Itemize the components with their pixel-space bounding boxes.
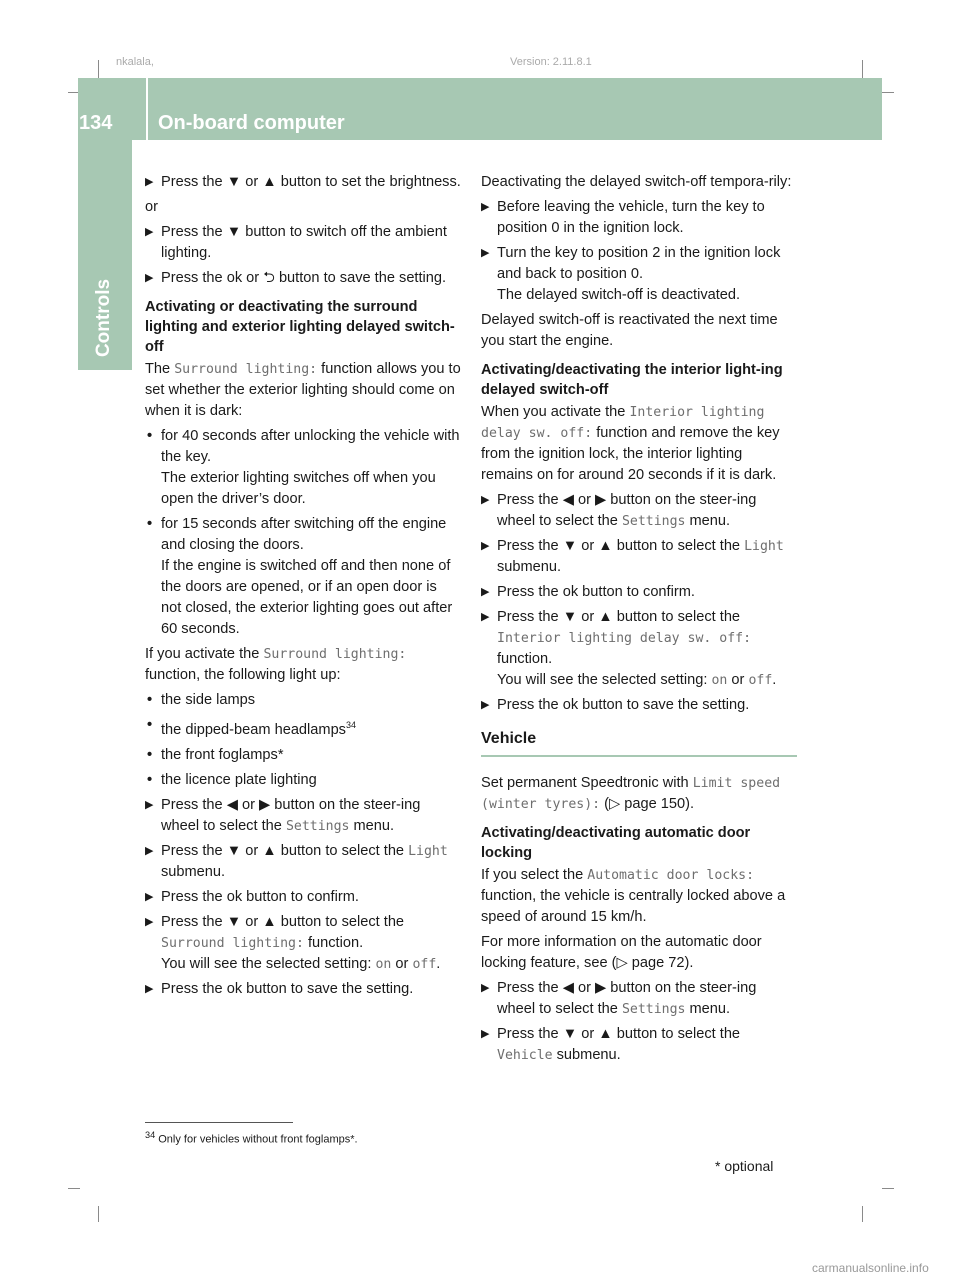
footnote: $^{34}$ Only for vehicles without front foglamps*. <box>145 1130 358 1146</box>
arrow-icon: ▶ <box>145 915 154 928</box>
arrow-icon: ▶ <box>145 890 154 903</box>
bullet-item: • for 40 seconds after unlocking the vehicle with the key. The exterior lighting switches off when you open the driver’s door. <box>147 428 460 507</box>
paragraph: Set permanent Speedtronic with Limit speed (winter tyres): (▷ page 150). <box>481 775 781 812</box>
instruction: ▶ Press the ▼ or ▲ button to select the Surround lighting: function. You will see the selected setting: on or off. <box>145 913 441 972</box>
bullet-item: • the dipped-beam headlamps$^{34}$ <box>147 717 356 738</box>
page-number: 134 <box>79 112 113 134</box>
instruction: ▶ Press the ▼ button to switch off the ambient lighting. <box>145 224 447 261</box>
section-tab-label: Controls <box>93 278 114 358</box>
print-meta-right: Version: 2.11.8.1 <box>510 56 592 68</box>
heading-interior: Activating/deactivating the interior light-ing delayed switch-off <box>481 362 783 398</box>
instruction: ▶ Press the ▼ or ▲ button to select the Light submenu. <box>481 538 784 575</box>
header-divider <box>146 78 148 140</box>
instruction: ▶ Press the ◀ or ▶ button on the steer-ing wheel to select the Settings menu. <box>481 980 757 1017</box>
print-meta-left: nkalala, <box>116 56 154 68</box>
instruction: ▶ Press the ok button to confirm. <box>145 887 461 908</box>
instruction: ▶ Press the ▼ or ▲ button to select the Vehicle submenu. <box>481 1026 741 1063</box>
instruction: ▶ Press the ok or ⮌ button to save the setting. <box>145 268 461 289</box>
left-column <box>145 172 461 1004</box>
paragraph: The Surround lighting: function allows you to set whether the exterior lighting should come on when it is dark: <box>145 361 461 419</box>
arrow-icon: ▶ <box>481 1028 490 1040</box>
instruction: ▶ Before leaving the vehicle, turn the key to position 0 in the ignition lock. <box>481 199 765 236</box>
paragraph: If you select the Automatic door locks: function, the vehicle is centrally locked above a speed of around 15 km/h. <box>481 867 786 925</box>
instruction: ▶ Press the ▼ or ▲ button to select the Interior lighting delay sw. off: function. You will see the selected setting: on or off. <box>481 609 777 688</box>
arrow-icon: ▶ <box>145 844 154 857</box>
instruction: ▶ Press the ◀ or ▶ button on the steer-ing wheel to select the Settings menu. <box>481 492 757 529</box>
bullet-item: • the front foglamps* <box>147 746 284 763</box>
arrow-icon: ▶ <box>481 699 490 711</box>
paragraph: If you activate the Surround lighting: function, the following light up: <box>145 646 407 683</box>
heading-door-locking: Activating/deactivating automatic door locking <box>481 825 751 861</box>
arrow-icon: ▶ <box>145 176 154 188</box>
paragraph: Deactivating the delayed switch-off tempora-rily: <box>481 174 792 190</box>
arrow-icon: ▶ <box>481 611 490 623</box>
instruction: ▶ Press the ok button to confirm. <box>481 582 797 603</box>
instruction: ▶ Press the ok button to save the setting. <box>481 695 797 716</box>
arrow-icon: ▶ <box>481 540 490 552</box>
bullet-item: • for 15 seconds after switching off the engine and closing the doors. If the engine is switched off and then none of the doors are opened, or if an open door is not closed, the exterior lighting goes out after 60 seconds. <box>147 516 453 637</box>
instruction: ▶ Turn the key to position 2 in the ignition lock and back to position 0. The delayed switch-off is deactivated. <box>481 245 781 303</box>
instruction: ▶ Press the ◀ or ▶ button on the steer-ing wheel to select the Settings menu. <box>145 796 421 834</box>
instruction: ▶ Press the ▼ or ▲ button to set the brightness. <box>145 172 461 193</box>
arrow-icon: ▶ <box>145 226 154 238</box>
paragraph: For more information on the automatic door locking feature, see (▷ page 72). <box>481 934 762 971</box>
arrow-icon: ▶ <box>145 798 154 811</box>
right-column <box>481 172 797 1070</box>
arrow-icon: ▶ <box>481 982 490 994</box>
arrow-icon: ▶ <box>481 494 490 506</box>
paragraph: When you activate the Interior lighting delay sw. off: function and remove the key from the ignition lock, the interior lighting remains on for around 20 seconds if it is dark. <box>481 404 780 483</box>
arrow-icon: ▶ <box>481 247 490 259</box>
section-heading-vehicle: Vehicle <box>481 728 797 757</box>
instruction: ▶ Press the ▼ or ▲ button to select the Light submenu. <box>145 842 448 880</box>
arrow-icon: ▶ <box>145 272 154 284</box>
optional-note: * optional <box>715 1158 774 1174</box>
instruction: ▶ Press the ok button to save the setting. <box>145 979 461 1000</box>
paragraph: Delayed switch-off is reactivated the next time you start the engine. <box>481 312 778 349</box>
arrow-icon: ▶ <box>145 982 154 995</box>
footnote-rule <box>145 1122 293 1123</box>
heading-surround: Activating or deactivating the surround lighting and exterior lighting delayed switch-off <box>145 299 455 355</box>
bullet-item: • the licence plate lighting <box>147 771 317 788</box>
arrow-icon: ▶ <box>481 586 490 598</box>
bullet-item: • the side lamps <box>147 692 256 708</box>
page-title: On-board computer <box>158 112 345 134</box>
or-text: or <box>145 199 158 215</box>
watermark: carmanualsonline.info <box>812 1261 929 1275</box>
arrow-icon: ▶ <box>481 201 490 213</box>
